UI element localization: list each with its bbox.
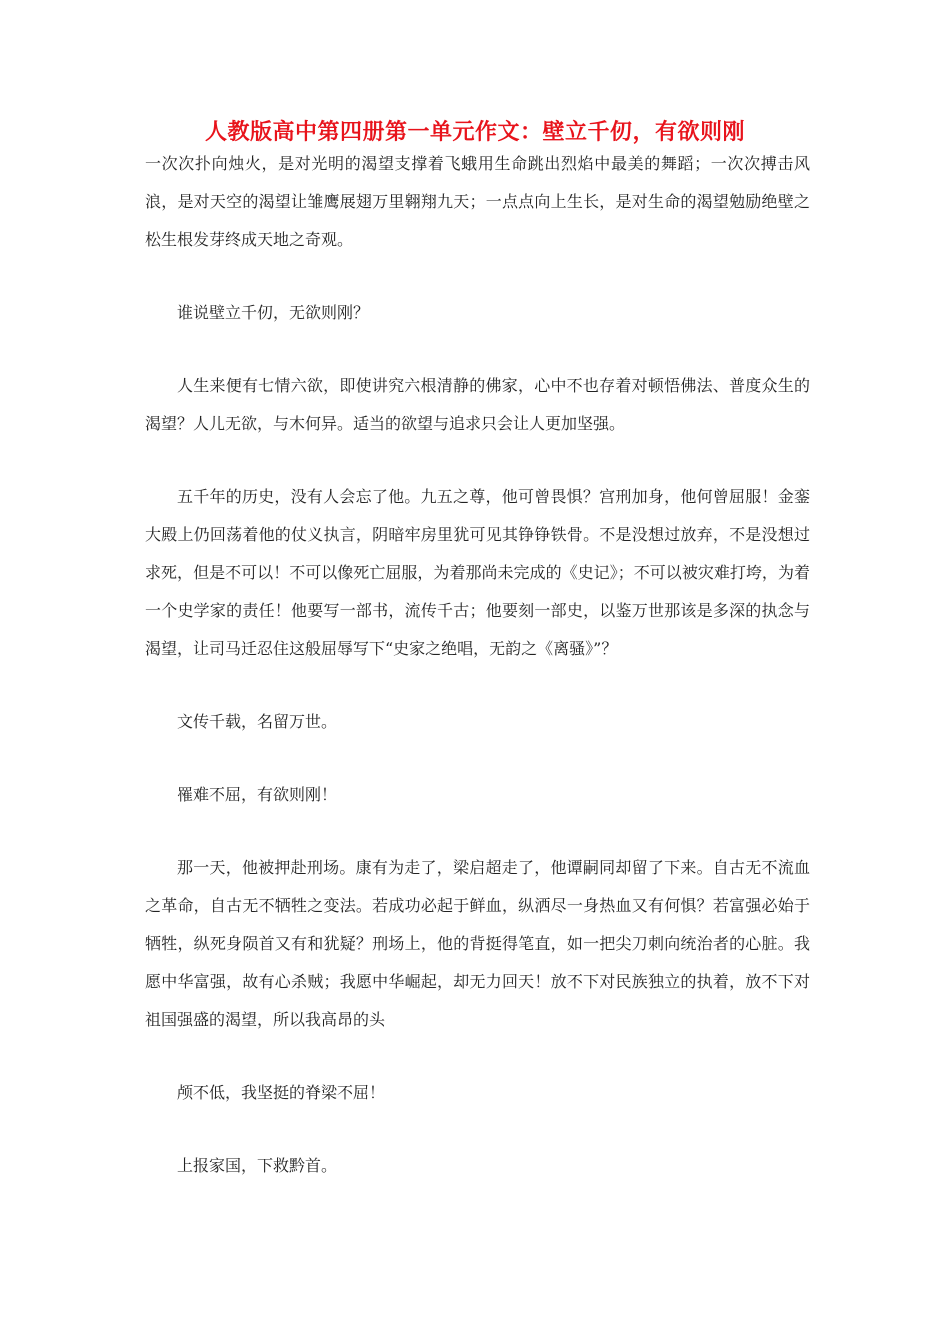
paragraph-gap [145, 259, 810, 294]
paragraph-5: 文传千载，名留万世。 [177, 712, 338, 731]
paragraph-8: 颅不低，我坚挺的脊梁不屈！ [177, 1083, 386, 1102]
document-body [145, 145, 810, 1185]
paragraph-3: 人生来便有七情六欲，即使讲究六根清静的佛家，心中不也存着对顿悟佛法、普度众生的渴望？人儿无欲，与木何异。适当的欲望与追求只会让人更加坚强。 [145, 376, 810, 433]
paragraph-2: 谁说壁立千仞，无欲则刚？ [177, 303, 370, 322]
paragraph-6: 罹难不屈，有欲则刚！ [177, 785, 338, 804]
paragraph-gap [145, 668, 810, 703]
document-title: 人教版高中第四册第一单元作文：壁立千仞，有欲则刚 [204, 120, 745, 145]
paragraph-9: 上报家国，下救黔首。 [177, 1156, 338, 1175]
paragraph-1: 一次次扑向烛火，是对光明的渴望支撑着飞蛾用生命跳出烈焰中最美的舞蹈；一次次搏击风浪，是对天空的渴望让雏鹰展翅万里翱翔九天；一点点向上生长，是对生命的渴望勉励绝壁之松生根发芽终成天地之奇观。 [145, 154, 810, 249]
paragraph-4: 五千年的历史，没有人会忘了他。九五之尊，他可曾畏惧？宫刑加身，他何曾屈服！金銮大殿上仍回荡着他的仗义执言，阴暗牢房里犹可见其铮铮铁骨。不是没想过放弃，不是没想过求死，但是不可以！不可以像死亡屈服，为着那尚未完成的《史记》；不可以被灾难打垮，为着一个史学家的责任！他要写一部书，流传千古；他要刻一部史，以鉴万世那该是多深的执念与渴望，让司马迁忍住这般屈辱写下“史家之绝唱，无韵之《离骚》”？ [145, 487, 810, 658]
paragraph-gap [145, 741, 810, 776]
paragraph-gap [145, 332, 810, 367]
paragraph-gap [145, 443, 810, 478]
paragraph-7: 那一天，他被押赴刑场。康有为走了，梁启超走了，他谭嗣同却留了下来。自古无不流血之革命，自古无不牺牲之变法。若成功必起于鲜血，纵洒尽一身热血又有何惧？若富强必始于牺牲，纵死身陨首又有和犹疑？刑场上，他的背挺得笔直，如一把尖刀刺向统治者的心脏。我愿中华富强，故有心杀贼；我愿中华崛起，却无力回天！放不下对民族独立的执着，放不下对祖国强盛的渴望，所以我高昂的头 [145, 858, 810, 1029]
paragraph-gap [145, 1112, 810, 1147]
paragraph-gap [145, 1039, 810, 1074]
paragraph-gap [145, 814, 810, 849]
